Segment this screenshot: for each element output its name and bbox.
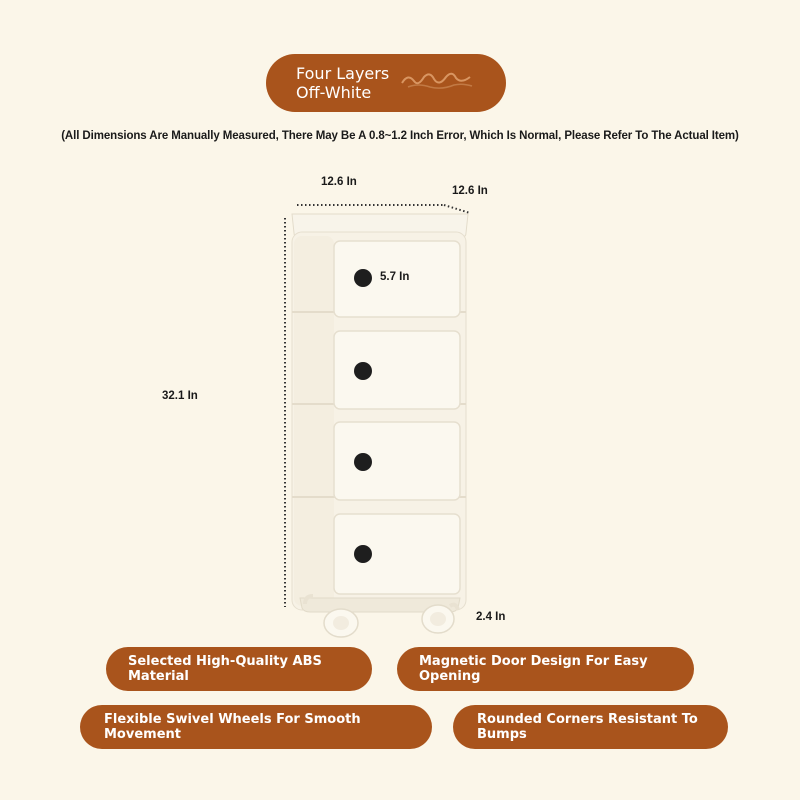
title-line-2: Off-White (296, 83, 372, 102)
knob-icon (354, 269, 372, 287)
total-height-label: 32.1 In (162, 390, 198, 402)
drawer-door-4 (334, 514, 460, 594)
feature-line-2: Material (128, 669, 189, 684)
depth-dimension-line (444, 205, 470, 213)
drawer-door-3 (334, 422, 460, 500)
feature-badge (106, 647, 372, 691)
drawer-height-label: 5.7 In (380, 271, 410, 283)
feature-line-1: Flexible Swivel Wheels For Smooth (104, 712, 361, 727)
feature-line-1: Rounded Corners Resistant To (477, 712, 698, 727)
wheel-height-label: 2.4 In (476, 611, 506, 623)
feature-badge (453, 705, 728, 749)
knob-icon (354, 453, 372, 471)
feature-line-2: Bumps (477, 727, 527, 742)
feature-line-1: Magnetic Door Design For Easy (419, 654, 648, 669)
knob-icon (354, 362, 372, 380)
title-line-1: Four Layers (296, 64, 390, 83)
measurement-disclaimer: (All Dimensions Are Manually Measured, There May Be A 0.8~1.2 Inch Error, Which Is Normal, Please Refer To The Actual Item) (61, 130, 739, 142)
feature-badge (80, 705, 432, 749)
width-label: 12.6 In (321, 176, 357, 188)
feature-line-2: Opening (419, 669, 481, 684)
feature-line-1: Selected High-Quality ABS (128, 654, 322, 669)
drawer-door-2 (334, 331, 460, 409)
depth-label: 12.6 In (452, 185, 488, 197)
feature-line-2: Movement (104, 727, 181, 742)
knob-icon (354, 545, 372, 563)
feature-badge (397, 647, 694, 691)
